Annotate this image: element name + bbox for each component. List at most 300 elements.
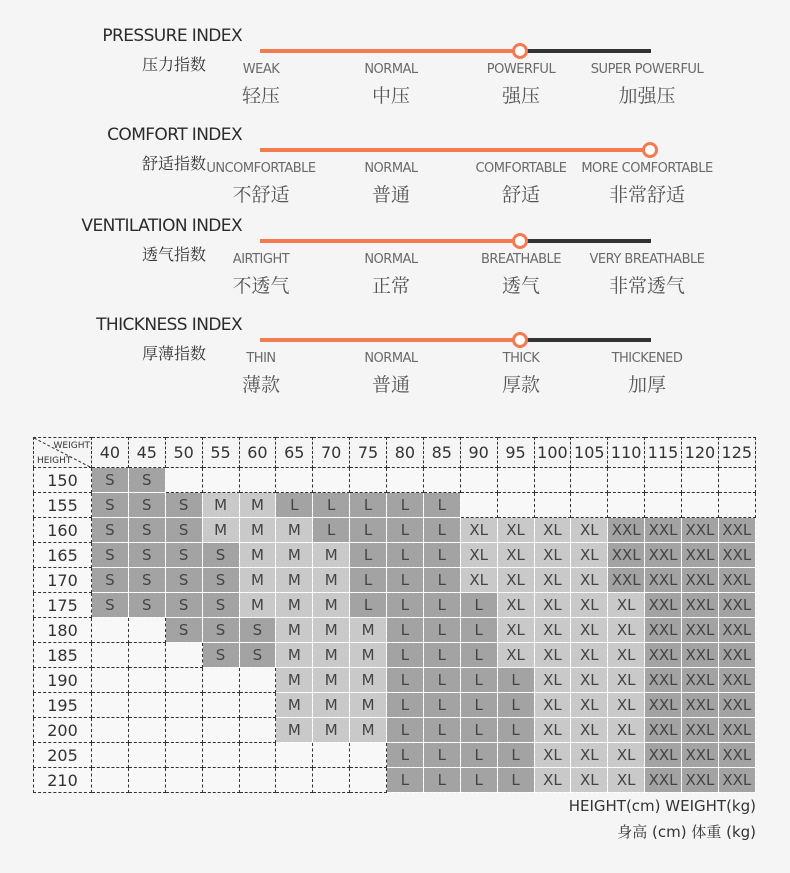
size-cell: M xyxy=(276,543,313,568)
index-level xyxy=(567,62,727,108)
index-level xyxy=(567,161,727,207)
size-cell: M xyxy=(313,668,350,693)
level-label-cn: 厚款 xyxy=(501,374,540,396)
size-cell: L xyxy=(497,718,534,743)
weight-header-cell: 105 xyxy=(571,438,608,468)
size-cell: L xyxy=(460,743,497,768)
level-label-cn: 普通 xyxy=(371,184,410,206)
size-cell: M xyxy=(350,718,387,743)
size-cell: L xyxy=(460,718,497,743)
table-row xyxy=(34,693,756,718)
empty-size-cell xyxy=(682,468,719,493)
empty-size-cell xyxy=(202,743,239,768)
height-cell: 160 xyxy=(34,518,92,543)
level-label-en: NORMAL xyxy=(364,161,418,176)
size-cell: XXL xyxy=(645,518,682,543)
size-cell: L xyxy=(276,493,313,518)
empty-size-cell xyxy=(718,468,755,493)
empty-size-cell xyxy=(239,743,276,768)
size-cell: M xyxy=(350,668,387,693)
size-cell: L xyxy=(423,743,460,768)
size-cell: XXL xyxy=(718,593,755,618)
empty-size-cell xyxy=(202,693,239,718)
level-label-cn: 非常透气 xyxy=(608,275,685,297)
table-row xyxy=(34,668,756,693)
level-label-en: NORMAL xyxy=(364,252,418,267)
empty-size-cell xyxy=(92,743,129,768)
size-cell: M xyxy=(350,618,387,643)
empty-size-cell xyxy=(239,718,276,743)
empty-size-cell xyxy=(350,468,387,493)
size-cell: XXL xyxy=(645,743,682,768)
size-cell: S xyxy=(128,493,165,518)
size-cell: XL xyxy=(608,768,645,793)
units-label-en: HEIGHT(cm) WEIGHT(kg) xyxy=(568,797,756,815)
level-label-en: POWERFUL xyxy=(486,62,556,77)
size-cell: M xyxy=(239,543,276,568)
size-cell: S xyxy=(92,568,129,593)
size-cell: XXL xyxy=(718,693,755,718)
size-cell: S xyxy=(92,468,129,493)
size-cell: L xyxy=(387,768,424,793)
size-cell: XL xyxy=(571,718,608,743)
size-cell: L xyxy=(423,518,460,543)
size-cell: S xyxy=(202,568,239,593)
empty-size-cell xyxy=(92,643,129,668)
level-label-cn: 加强压 xyxy=(618,85,676,107)
size-cell: S xyxy=(165,568,202,593)
size-cell: S xyxy=(165,543,202,568)
size-cell: L xyxy=(423,493,460,518)
empty-size-cell xyxy=(313,468,350,493)
empty-size-cell xyxy=(423,468,460,493)
size-cell: M xyxy=(276,518,313,543)
size-cell: L xyxy=(497,768,534,793)
size-cell: S xyxy=(165,618,202,643)
empty-size-cell xyxy=(92,768,129,793)
index-title-en: COMFORT INDEX xyxy=(107,125,242,145)
empty-size-cell xyxy=(128,693,165,718)
level-label-cn: 非常舒适 xyxy=(608,184,685,206)
size-cell: XXL xyxy=(718,668,755,693)
level-label-en: VERY BREATHABLE xyxy=(589,252,705,267)
size-cell: M xyxy=(276,668,313,693)
height-axis-label: HEIGHT xyxy=(37,456,72,466)
index-slider-fill xyxy=(260,148,650,152)
size-cell: L xyxy=(423,718,460,743)
empty-size-cell xyxy=(608,493,645,518)
size-cell: L xyxy=(460,668,497,693)
table-row xyxy=(34,643,756,668)
level-label-en: BREATHABLE xyxy=(480,252,562,267)
size-cell: XL xyxy=(534,593,571,618)
height-cell: 195 xyxy=(34,693,92,718)
size-cell: L xyxy=(423,693,460,718)
level-label-en: THIN xyxy=(246,351,276,366)
size-cell: S xyxy=(128,593,165,618)
weight-header-cell: 45 xyxy=(128,438,165,468)
level-label-cn: 薄款 xyxy=(241,374,280,396)
size-cell: XXL xyxy=(718,518,755,543)
level-label-en: NORMAL xyxy=(364,62,418,77)
size-cell: XXL xyxy=(608,543,645,568)
level-label-en: SUPER POWERFUL xyxy=(590,62,704,77)
size-cell: M xyxy=(239,568,276,593)
size-cell: XL xyxy=(497,568,534,593)
size-cell: M xyxy=(276,643,313,668)
size-cell: XXL xyxy=(645,568,682,593)
size-cell: XXL xyxy=(682,743,719,768)
empty-size-cell xyxy=(608,468,645,493)
empty-size-cell xyxy=(276,743,313,768)
size-cell: M xyxy=(313,693,350,718)
size-cell: L xyxy=(350,568,387,593)
size-cell: M xyxy=(350,643,387,668)
table-row xyxy=(34,493,756,518)
size-cell: XXL xyxy=(682,768,719,793)
index-slider-track xyxy=(260,239,651,243)
size-cell: XL xyxy=(534,643,571,668)
size-cell: L xyxy=(423,568,460,593)
size-cell: L xyxy=(387,693,424,718)
size-cell: M xyxy=(276,693,313,718)
size-chart-table xyxy=(33,437,756,793)
size-cell: L xyxy=(460,618,497,643)
size-cell: XL xyxy=(608,718,645,743)
table-row xyxy=(34,518,756,543)
empty-size-cell xyxy=(202,668,239,693)
height-cell: 180 xyxy=(34,618,92,643)
empty-size-cell xyxy=(313,743,350,768)
level-label-en: UNCOMFORTABLE xyxy=(206,161,316,176)
level-label-cn: 强压 xyxy=(501,85,540,107)
level-label-cn: 加厚 xyxy=(627,374,666,396)
size-cell: XL xyxy=(571,643,608,668)
size-cell: XXL xyxy=(645,768,682,793)
size-cell: L xyxy=(387,593,424,618)
corner-header-cell xyxy=(34,438,92,468)
size-cell: L xyxy=(387,543,424,568)
size-cell: XXL xyxy=(718,768,755,793)
size-cell: XL xyxy=(460,568,497,593)
empty-size-cell xyxy=(239,468,276,493)
height-cell: 210 xyxy=(34,768,92,793)
size-cell: XL xyxy=(608,618,645,643)
weight-header-cell: 75 xyxy=(350,438,387,468)
empty-size-cell xyxy=(165,768,202,793)
table-row xyxy=(34,543,756,568)
size-cell: XL xyxy=(608,668,645,693)
size-cell: L xyxy=(387,743,424,768)
size-cell: L xyxy=(387,718,424,743)
empty-size-cell xyxy=(571,493,608,518)
size-cell: M xyxy=(313,643,350,668)
size-cell: S xyxy=(202,543,239,568)
size-cell: XL xyxy=(534,718,571,743)
index-level xyxy=(567,252,727,298)
index-title-cn: 厚薄指数 xyxy=(141,344,206,363)
size-cell: L xyxy=(350,543,387,568)
empty-size-cell xyxy=(460,468,497,493)
size-cell: XL xyxy=(571,693,608,718)
size-cell: S xyxy=(128,518,165,543)
size-cell: XL xyxy=(497,643,534,668)
empty-size-cell xyxy=(128,743,165,768)
size-cell: XL xyxy=(571,768,608,793)
size-cell: L xyxy=(497,743,534,768)
size-cell: L xyxy=(423,768,460,793)
table-row xyxy=(34,468,756,493)
size-cell: L xyxy=(387,668,424,693)
size-cell: S xyxy=(239,643,276,668)
units-label-cn: 身高 (cm) 体重 (kg) xyxy=(617,823,756,841)
index-title-en: THICKNESS INDEX xyxy=(96,315,242,335)
size-cell: M xyxy=(313,718,350,743)
level-label-en: COMFORTABLE xyxy=(475,161,567,176)
level-label-en: THICKENED xyxy=(611,351,683,366)
empty-size-cell xyxy=(350,768,387,793)
size-cell: S xyxy=(202,618,239,643)
empty-size-cell xyxy=(571,468,608,493)
size-cell: S xyxy=(92,543,129,568)
weight-header-cell: 85 xyxy=(423,438,460,468)
level-label-cn: 不透气 xyxy=(232,275,290,297)
index-title-cn: 舒适指数 xyxy=(141,154,206,173)
empty-size-cell xyxy=(645,468,682,493)
level-label-cn: 轻压 xyxy=(241,85,280,107)
height-cell: 175 xyxy=(34,593,92,618)
weight-header-cell: 100 xyxy=(534,438,571,468)
size-cell: M xyxy=(239,518,276,543)
weight-header-cell: 90 xyxy=(460,438,497,468)
size-cell: XL xyxy=(534,618,571,643)
size-cell: S xyxy=(128,468,165,493)
size-cell: XXL xyxy=(645,643,682,668)
weight-header-cell: 95 xyxy=(497,438,534,468)
size-cell: S xyxy=(92,593,129,618)
empty-size-cell xyxy=(165,718,202,743)
size-cell: M xyxy=(276,718,313,743)
size-cell: M xyxy=(239,593,276,618)
size-cell: L xyxy=(460,593,497,618)
size-cell: XXL xyxy=(718,718,755,743)
size-cell: XXL xyxy=(682,543,719,568)
height-cell: 155 xyxy=(34,493,92,518)
size-cell: L xyxy=(350,518,387,543)
empty-size-cell xyxy=(128,618,165,643)
empty-size-cell xyxy=(497,468,534,493)
size-cell: L xyxy=(497,668,534,693)
empty-size-cell xyxy=(92,718,129,743)
size-cell: XXL xyxy=(682,593,719,618)
empty-size-cell xyxy=(497,493,534,518)
size-cell: XXL xyxy=(608,568,645,593)
empty-size-cell xyxy=(276,768,313,793)
size-cell: L xyxy=(387,618,424,643)
index-block-pressure xyxy=(0,22,790,117)
level-label-cn: 正常 xyxy=(371,275,410,297)
size-cell: XXL xyxy=(682,668,719,693)
size-cell: M xyxy=(239,493,276,518)
size-cell: M xyxy=(202,493,239,518)
size-cell: L xyxy=(387,518,424,543)
size-cell: XXL xyxy=(645,718,682,743)
table-row xyxy=(34,618,756,643)
size-cell: L xyxy=(423,543,460,568)
size-cell: M xyxy=(276,618,313,643)
height-cell: 190 xyxy=(34,668,92,693)
index-slider-knob xyxy=(512,332,528,348)
empty-size-cell xyxy=(682,493,719,518)
size-cell: XL xyxy=(534,518,571,543)
level-label-cn: 舒适 xyxy=(501,184,540,206)
empty-size-cell xyxy=(92,618,129,643)
index-slider-knob xyxy=(512,233,528,249)
size-cell: XL xyxy=(571,668,608,693)
size-cell: XL xyxy=(608,593,645,618)
size-cell: S xyxy=(202,593,239,618)
size-cell: M xyxy=(276,568,313,593)
index-level xyxy=(567,351,727,397)
weight-header-cell: 110 xyxy=(608,438,645,468)
size-cell: XXL xyxy=(682,643,719,668)
size-cell: L xyxy=(497,693,534,718)
index-block-comfort xyxy=(0,121,790,216)
weight-header-cell: 115 xyxy=(645,438,682,468)
size-cell: XL xyxy=(497,518,534,543)
size-cell: XL xyxy=(534,543,571,568)
empty-size-cell xyxy=(276,468,313,493)
level-label-en: NORMAL xyxy=(364,351,418,366)
size-cell: XXL xyxy=(718,543,755,568)
weight-axis-label: WEIGHT xyxy=(53,441,90,451)
height-cell: 185 xyxy=(34,643,92,668)
height-cell: 170 xyxy=(34,568,92,593)
empty-size-cell xyxy=(128,718,165,743)
weight-header-cell: 120 xyxy=(682,438,719,468)
size-cell: M xyxy=(313,618,350,643)
size-cell: M xyxy=(313,543,350,568)
level-label-en: AIRTIGHT xyxy=(232,252,290,267)
weight-header-cell: 55 xyxy=(202,438,239,468)
size-cell: XL xyxy=(571,518,608,543)
empty-size-cell xyxy=(165,643,202,668)
empty-size-cell xyxy=(202,468,239,493)
index-slider-track xyxy=(260,148,651,152)
table-row xyxy=(34,718,756,743)
level-label-en: THICK xyxy=(502,351,540,366)
level-label-cn: 中压 xyxy=(371,85,410,107)
empty-size-cell xyxy=(239,668,276,693)
empty-size-cell xyxy=(239,768,276,793)
size-cell: L xyxy=(350,493,387,518)
size-cell: XXL xyxy=(645,668,682,693)
size-cell: L xyxy=(423,643,460,668)
empty-size-cell xyxy=(165,743,202,768)
size-cell: XL xyxy=(534,568,571,593)
table-row xyxy=(34,568,756,593)
size-cell: XXL xyxy=(682,568,719,593)
level-label-en: MORE COMFORTABLE xyxy=(581,161,713,176)
size-cell: S xyxy=(202,643,239,668)
table-row xyxy=(34,593,756,618)
size-cell: XL xyxy=(534,668,571,693)
size-cell: XXL xyxy=(682,693,719,718)
size-cell: XL xyxy=(571,568,608,593)
size-cell: XXL xyxy=(682,718,719,743)
size-cell: L xyxy=(460,643,497,668)
size-cell: M xyxy=(313,568,350,593)
empty-size-cell xyxy=(128,668,165,693)
size-cell: L xyxy=(423,618,460,643)
size-cell: L xyxy=(460,693,497,718)
size-cell: L xyxy=(387,568,424,593)
size-cell: L xyxy=(423,668,460,693)
size-cell: XL xyxy=(497,543,534,568)
weight-header-cell: 40 xyxy=(92,438,129,468)
size-cell: XL xyxy=(608,643,645,668)
size-cell: L xyxy=(313,518,350,543)
size-cell: XL xyxy=(534,693,571,718)
size-cell: L xyxy=(423,593,460,618)
index-title-cn: 压力指数 xyxy=(141,55,206,74)
size-cell: S xyxy=(165,593,202,618)
size-cell: S xyxy=(128,543,165,568)
empty-size-cell xyxy=(92,693,129,718)
size-cell: XL xyxy=(497,593,534,618)
size-cell: S xyxy=(92,518,129,543)
size-cell: XXL xyxy=(718,568,755,593)
size-cell: XL xyxy=(571,543,608,568)
index-title-cn: 透气指数 xyxy=(141,245,206,264)
size-cell: L xyxy=(460,768,497,793)
index-slider-track xyxy=(260,338,651,342)
empty-size-cell xyxy=(165,693,202,718)
size-cell: XL xyxy=(460,518,497,543)
weight-header-cell: 50 xyxy=(165,438,202,468)
size-cell: XL xyxy=(608,743,645,768)
weight-header-cell: 125 xyxy=(718,438,755,468)
size-cell: M xyxy=(276,593,313,618)
size-cell: XL xyxy=(608,693,645,718)
empty-size-cell xyxy=(92,668,129,693)
size-cell: L xyxy=(387,493,424,518)
size-cell: S xyxy=(165,493,202,518)
empty-size-cell xyxy=(387,468,424,493)
index-block-ventilation xyxy=(0,212,790,307)
size-cell: XXL xyxy=(718,618,755,643)
height-cell: 165 xyxy=(34,543,92,568)
size-cell: XXL xyxy=(718,643,755,668)
index-title-en: VENTILATION INDEX xyxy=(81,216,242,236)
size-cell: S xyxy=(128,568,165,593)
size-cell: XXL xyxy=(645,593,682,618)
empty-size-cell xyxy=(718,493,755,518)
size-cell: S xyxy=(165,518,202,543)
table-row xyxy=(34,743,756,768)
index-slider-track xyxy=(260,49,651,53)
size-cell: XL xyxy=(571,618,608,643)
size-cell: L xyxy=(387,643,424,668)
empty-size-cell xyxy=(239,693,276,718)
size-cell: XXL xyxy=(682,518,719,543)
index-slider-fill xyxy=(260,239,520,243)
size-cell: S xyxy=(92,493,129,518)
level-label-cn: 透气 xyxy=(501,275,540,297)
size-cell: XXL xyxy=(718,743,755,768)
size-cell: L xyxy=(350,593,387,618)
size-cell: M xyxy=(313,593,350,618)
